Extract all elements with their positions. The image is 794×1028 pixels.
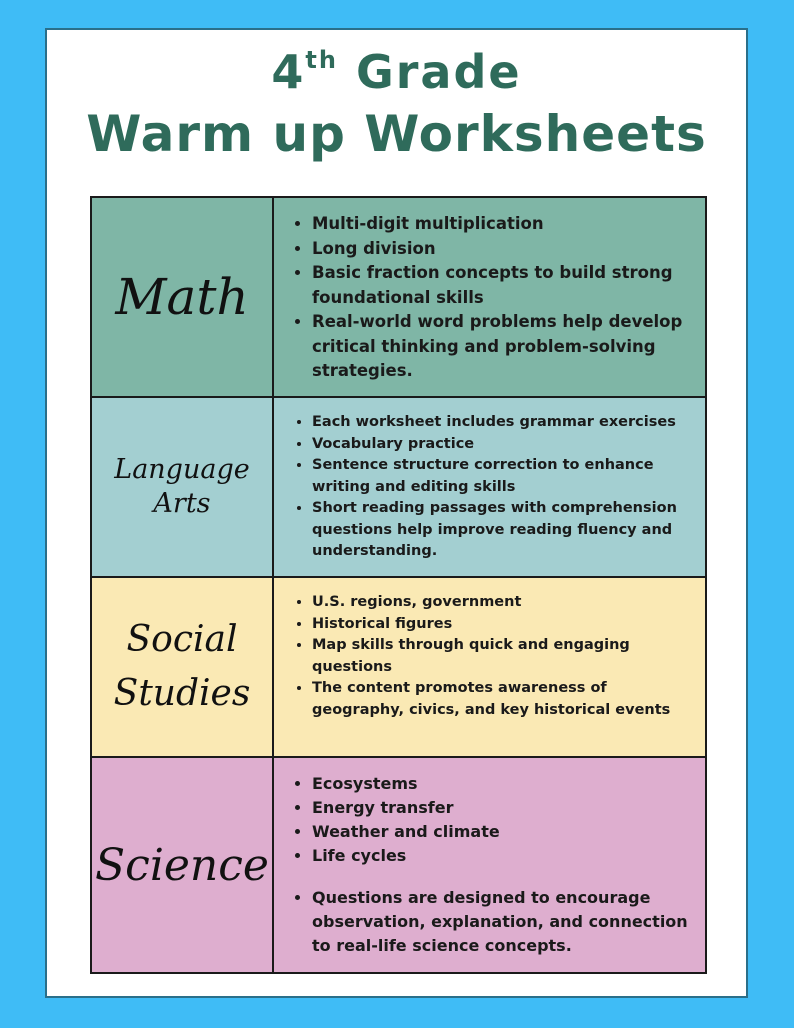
subject-name-line-2: Arts xyxy=(153,488,211,519)
subject-name-line-2: Studies xyxy=(113,673,251,714)
list-item: • Life cycles xyxy=(312,844,689,868)
subject-name-line-1: Language xyxy=(114,454,250,486)
list-item: • Real-world word problems help develop critical thinking and problem-solving strategies. xyxy=(312,310,689,384)
worksheet-page xyxy=(45,28,748,998)
subject-label-science xyxy=(92,758,274,972)
subject-items-science xyxy=(274,758,705,972)
title-line-1 xyxy=(47,45,746,99)
subject-items-math xyxy=(274,198,705,396)
subjects-table xyxy=(90,196,707,974)
list-item: • The content promotes awareness of geography, civics, and key historical events xyxy=(312,678,689,721)
table-row-social-studies xyxy=(92,578,705,758)
list-item: • Questions are designed to encourage observation, explanation, and connection to real-life science concepts. xyxy=(312,886,689,958)
grade-number: 4 xyxy=(271,45,306,99)
subject-name-line-1: Social xyxy=(126,619,238,660)
subject-name: Math xyxy=(115,267,249,326)
table-row-math xyxy=(92,198,705,398)
list-item: • Vocabulary practice xyxy=(312,434,689,456)
list-item: • Ecosystems xyxy=(312,772,689,796)
grade-word: Grade xyxy=(355,45,522,99)
subject-label-social-studies xyxy=(92,578,274,756)
list-item: • Basic fraction concepts to build strong foundational skills xyxy=(312,261,689,310)
list-item: • Multi-digit multiplication xyxy=(312,212,689,237)
subject-label-language-arts xyxy=(92,398,274,576)
grade-suffix: th xyxy=(305,46,338,74)
list-item: • Energy transfer xyxy=(312,796,689,820)
list-item: • Map skills through quick and engaging questions xyxy=(312,635,689,678)
list-item: • Weather and climate xyxy=(312,820,689,844)
subject-name: Science xyxy=(95,839,269,891)
table-row-science xyxy=(92,758,705,972)
list-item: • Each worksheet includes grammar exercises xyxy=(312,412,689,434)
subject-items-language-arts xyxy=(274,398,705,576)
table-row-language-arts xyxy=(92,398,705,578)
subject-label-math xyxy=(92,198,274,396)
title-line-2: Warm up Worksheets xyxy=(86,105,707,163)
list-item: • Historical figures xyxy=(312,614,689,636)
list-item: • Long division xyxy=(312,237,689,262)
list-item: • U.S. regions, government xyxy=(312,592,689,614)
list-item: • Sentence structure correction to enhance writing and editing skills xyxy=(312,455,689,498)
list-item: • Short reading passages with comprehension questions help improve reading fluency and understanding. xyxy=(312,498,689,563)
subject-items-social-studies xyxy=(274,578,705,756)
page-title xyxy=(47,45,746,163)
